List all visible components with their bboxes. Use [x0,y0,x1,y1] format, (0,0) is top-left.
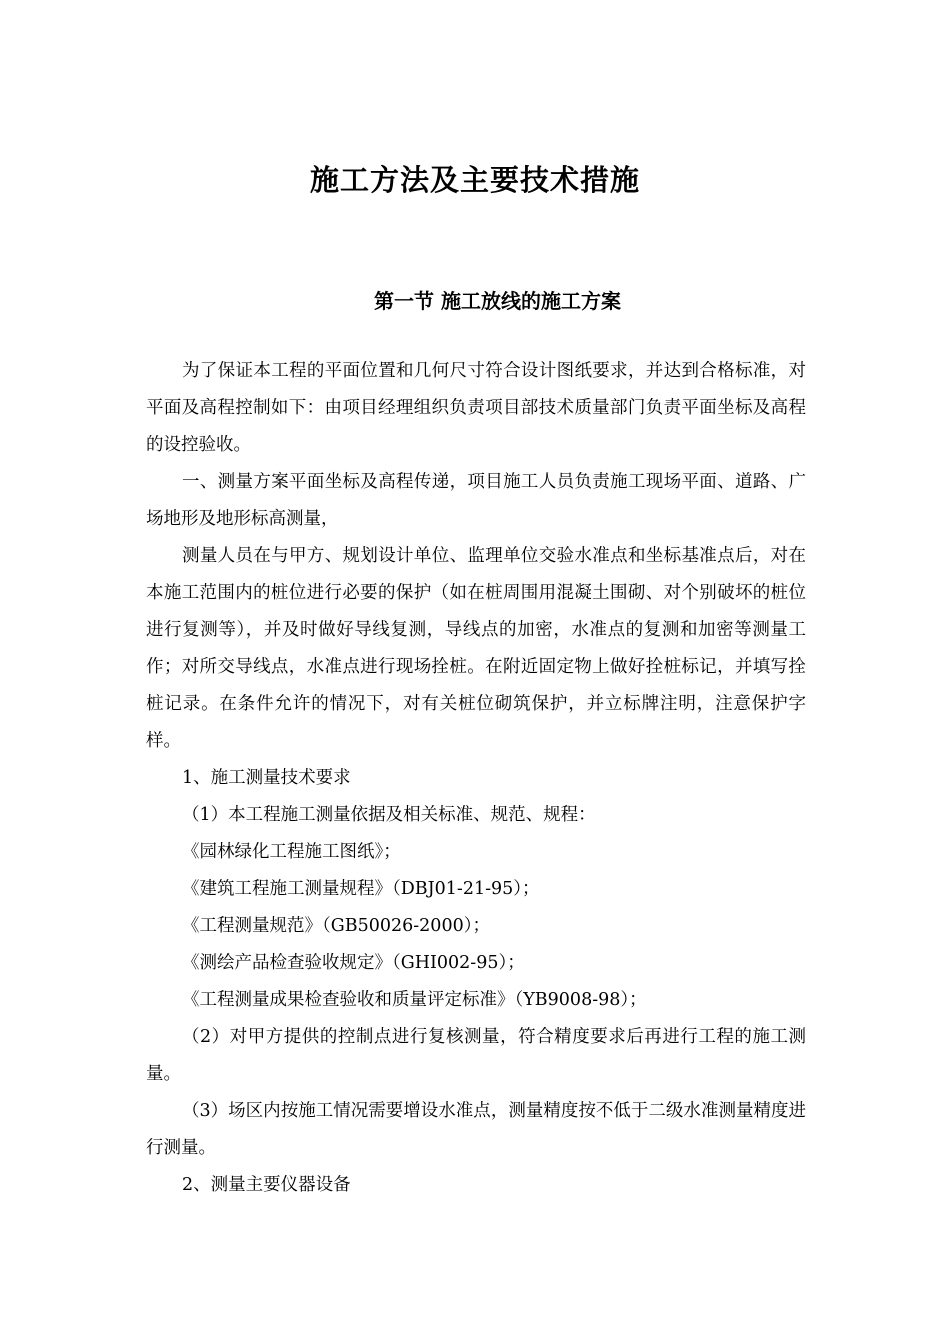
paragraph-survey-plan: 一、测量方案平面坐标及高程传递，项目施工人员负责施工现场平面、道路、广场地形及地形标高测量， [146,472,806,529]
paragraph-intro: 为了保证本工程的平面位置和几何尺寸符合设计图纸要求，并达到合格标准，对平面及高程控制如下：由项目经理组织负责项目部技术质量部门负责平面坐标及高程的设控验收。 [146,361,806,455]
section-title: 第一节 施工放线的施工方案 [374,289,621,313]
list-item-standard: 《工程测量成果检查验收和质量评定标准》（YB9008-98）； [182,990,647,1010]
list-item-basis: （1）本工程施工测量依据及相关标准、规范、规程： [182,805,596,825]
document-title: 施工方法及主要技术措施 [309,163,640,197]
paragraph-survey-staff: 测量人员在与甲方、规划设计单位、监理单位交验水准点和坐标基准点后，对在本施工范围内的桩位进行必要的保护（如在桩周围用混凝土围砌、对个别破坏的桩位进行复测等），并及时做好导线复测，导线点的加密，水准点的复测和加密等测量工作；对所交导线点，水准点进行现场拴桩。在附近固定物上做好拴桩标记，并填写拴桩记录。在条件允许的情况下，对有关桩位砌筑保护，并立标牌注明，注意保护字样。 [146,546,806,751]
list-item-standard: 《工程测量规范》（GB50026-2000）； [182,916,490,936]
document-body [146,353,806,1204]
list-item-control-points: （2）对甲方提供的控制点进行复核测量，符合精度要求后再进行工程的施工测量。 [146,1027,806,1084]
list-item-benchmarks: （3）场区内按施工情况需要增设水准点，测量精度按不低于二级水准测量精度进行测量。 [146,1101,806,1158]
list-item-standard: 《建筑工程施工测量规程》（DBJ01-21-95）； [182,879,540,899]
heading-technical-requirements: 1、施工测量技术要求 [182,768,351,788]
heading-survey-instruments: 2、测量主要仪器设备 [182,1175,351,1195]
list-item-standard: 《测绘产品检查验收规定》（GHI002-95）； [182,953,525,973]
list-item-standard: 《园林绿化工程施工图纸》； [182,842,401,862]
